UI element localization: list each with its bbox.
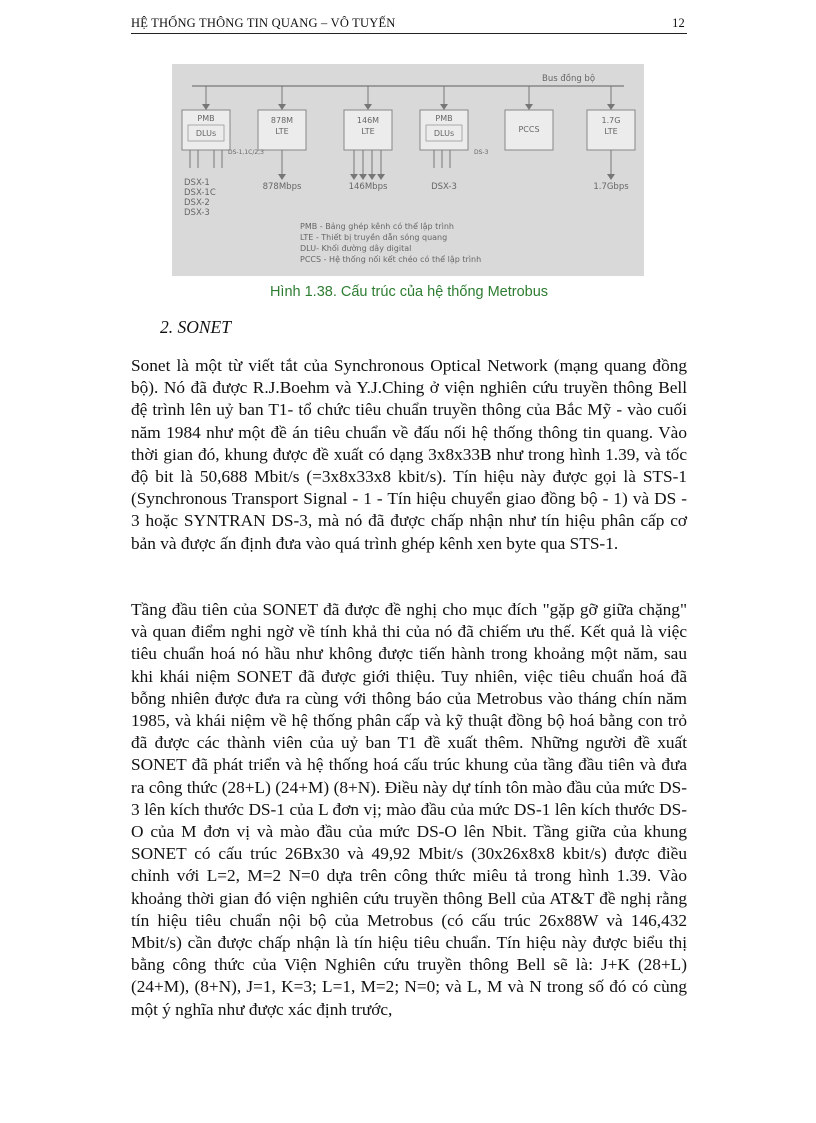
rate-label: 1.7Gbps xyxy=(593,182,629,192)
small-label: DS-3 xyxy=(474,149,489,156)
header-title: HỆ THỐNG THÔNG TIN QUANG – VÔ TUYẾN xyxy=(131,16,396,30)
paragraph: Tầng đầu tiên của SONET đã được đề nghị cho mục đích "gặp gỡ giữa chặng" và quan điểm nghi ngờ về tính khả thi của nó đã chiếm ưu thế. Kết quả là việc tiêu chuẩn hoá nó hầu như không được tiến hành trong khoảng một năm, sau khi khái niệm SONET đã được giới thiệu. Tuy nhiên, việc tiêu chuẩn hoá đã bỗng nhiên được đưa ra cùng với thông báo của Metrobus vào tháng chín năm 1985, và khái niệm về hệ thống phân cấp và kỹ thuật đồng bộ hoá bằng con trỏ đã được các thành viên của uỷ ban T1 đề xuất thêm. Những người đề xuất SONET đã phát triển và hệ thống hoá cấu trúc khung của tầng đầu tiên và đưa ra công thức (28+L) (24+M) (8+N). Điều này dự tính tôn mào đầu của mức DS-3 lên kích thước DS-1 của L đơn vị; mào đầu của mức DS-1 lên kích thước DS-O của M đơn vị và mào đầu của mức DS-O lên Nbit. Tầng giữa của khung SONET có cấu trúc 26Bx30 và 49,92 Mbit/s (30x26x8x8 kbit/s) được điều chỉnh với L=2, M=2 N=0 dựa trên công thức miêu tả trong hình 1.39. Vào khoảng thời gian đó viện nghiên cứu truyền thông Bell của AT&T đề nghị rằng tín hiệu tiêu chuẩn nội bộ của Metrobus (có cấu trúc 26x88W và 146,432 Mbit/s) cần được chấp nhận là tín hiệu tiêu chuẩn. Tín hiệu này được biểu thị bằng công thức của Viện Nghiên cứu truyền thông Bell sẽ là: J+K (28+L) (24+M), (8+N), J=1, K=3; L=1, M=2; N=0; và L, M và N trong số đó có cùng một ý nghĩa như được xác định trước, xyxy=(131,600,687,1019)
legend-item: DLU- Khối đường dây digital xyxy=(300,244,412,253)
bus-drops xyxy=(206,86,611,108)
box-label: DLUs xyxy=(195,129,217,138)
box-label: PMB xyxy=(197,114,215,123)
dsx-label: DSX-2 xyxy=(184,198,210,208)
page-number: 12 xyxy=(672,16,685,30)
legend-item: PCCS - Hệ thống nối kết chéo có thể lập trình xyxy=(300,255,482,264)
box-label: LTE xyxy=(604,127,618,136)
box-label: 146M xyxy=(356,116,380,125)
dsx-label: DSX-3 xyxy=(184,208,210,218)
box-label: LTE xyxy=(361,127,375,136)
legend-item: LTE - Thiết bị truyền dẫn sóng quang xyxy=(300,233,448,242)
dsx-label: DSX-1C xyxy=(184,188,216,198)
bus-label: Bus đồng bộ xyxy=(542,74,596,84)
metrobus-diagram xyxy=(172,64,644,276)
rate-label: 878Mbps xyxy=(262,182,302,192)
box-label: PMB xyxy=(435,114,453,123)
bus-arrowheads xyxy=(202,104,615,110)
legend-item: PMB - Bảng ghép kênh có thể lập trình xyxy=(300,222,454,231)
paragraph: Sonet là một từ viết tắt của Synchronous Optical Network (mạng quang đồng bộ). Nó đã được R.J.Boehm và Y.J.Ching ở viện nghiên cứu truyền thông Bell đệ trình lên uỷ ban T1- tổ chức tiêu chuẩn truyền thông của Bắc Mỹ - vào cuối năm 1984 như một đề án tiêu chuẩn về đấu nối hệ thống thông tin quang. Vào thời gian đó, khung được đề xuất có dạng 3x8x33B như trong hình 1.39, và tốc độ bit là 50,688 Mbit/s (=3x8x33x8 kbit/s). Tín hiệu này được gọi là STS-1 (Synchronous Transport Signal - 1 - Tín hiệu chuyển giao đồng bộ - 1) và DS - 3 hoặc SYNTRAN DS-3, mà nó đã được chấp nhận như tín hiệu phân cấp cơ bản và được ấn định đưa vào quá trình ghép kênh xen byte qua STS-1. xyxy=(131,356,687,553)
small-label: DS-1,1C/2,3 xyxy=(228,149,264,156)
section-title: 2. SONET xyxy=(160,317,231,337)
legend xyxy=(300,221,481,265)
page-header xyxy=(131,13,687,34)
dsx-label: DSX-1 xyxy=(184,178,210,188)
rate-label: 146Mbps xyxy=(348,182,388,192)
figure-caption: Hình 1.38. Cấu trúc của hệ thống Metrobus xyxy=(269,284,549,300)
dsx-labels xyxy=(184,178,216,218)
box-label: 878M xyxy=(270,116,294,125)
rate-label: DSX-3 xyxy=(431,182,457,192)
box-label: DLUs xyxy=(433,129,455,138)
box-label: 1.7G xyxy=(601,116,621,125)
metrobus-figure xyxy=(172,64,644,276)
rate-labels xyxy=(263,182,630,192)
box-label: LTE xyxy=(275,127,289,136)
box-label: PCCS xyxy=(518,125,540,134)
output-arrowheads xyxy=(278,174,615,180)
